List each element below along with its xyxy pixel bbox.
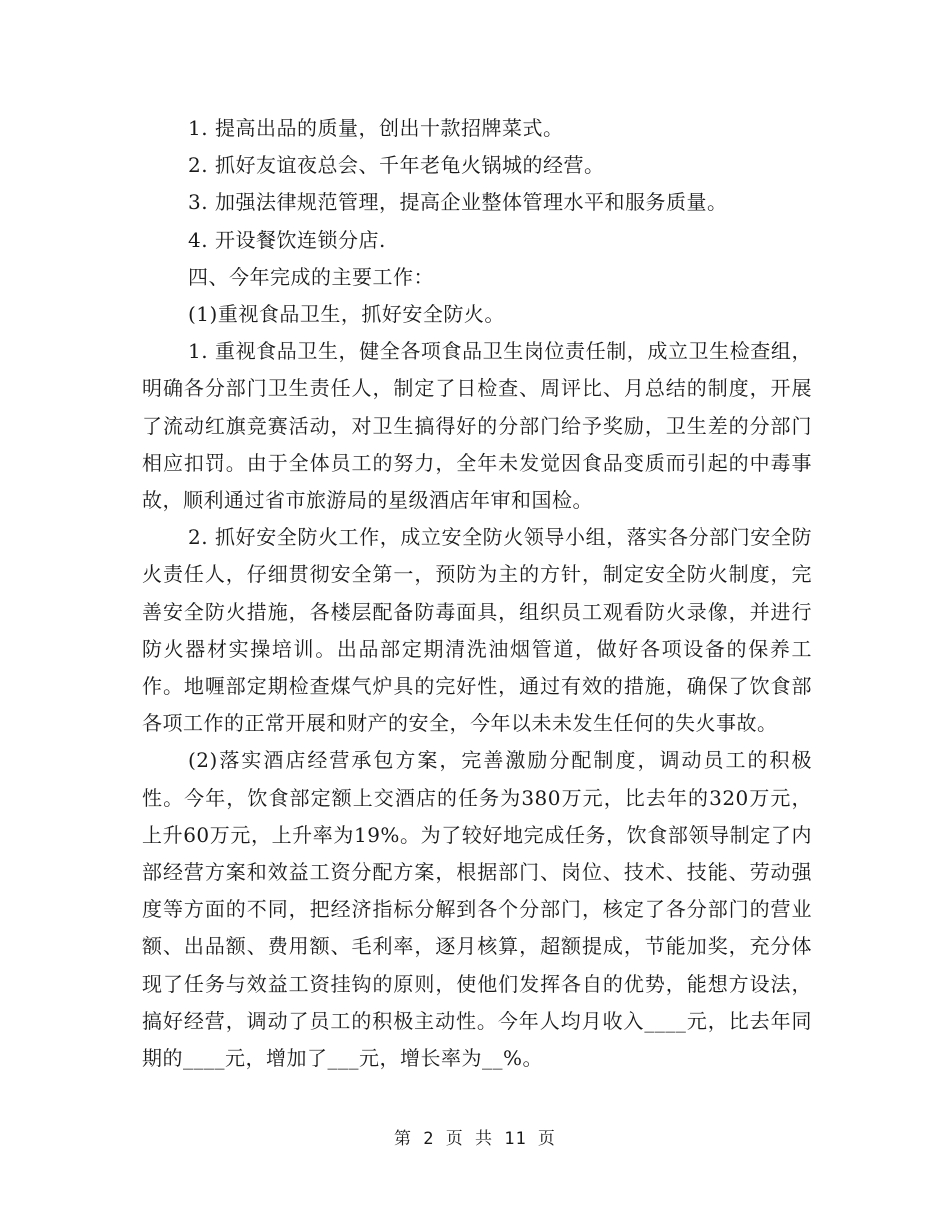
paragraph-goal-3: 3. 加强法律规范管理，提高企业整体管理水平和服务质量。 bbox=[188, 190, 728, 215]
paragraph-goal-1: 1. 提高出品的质量，创出十款招牌菜式。 bbox=[188, 116, 564, 140]
paragraph-fire-safety: 2. 抓好安全防火工作，成立安全防火领导小组，落实各分部门安全防火责任人，仔细贯彻安全第一，预防为主的方针，制定安全防火制度，完善安全防火措施，各楼层配备防毒面具，组织员工观看防火录像，并进行防火器材实操培训。出品部定期清洗油烟管道，做好各项设备的保养工作。地喱部定期检查煤气炉具的完好性，通过有效的措施，确保了饮食部各项工作的正常开展和财产的安全，今年以未未发生任何的失火事故。 bbox=[142, 525, 812, 736]
section-heading-4: 四、今年完成的主要工作： bbox=[188, 264, 434, 289]
subheading-1: (1)重视食品卫生，抓好安全防火。 bbox=[188, 302, 505, 327]
page-footer: 第 2 页 共 11 页 bbox=[394, 1129, 556, 1149]
document-body bbox=[142, 110, 812, 1077]
paragraph-hygiene: 1. 重视食品卫生，健全各项食品卫生岗位责任制，成立卫生检查组，明确各分部门卫生责任人，制定了日检查、周评比、月总结的制度，开展了流动红旗竞赛活动，对卫生搞得好的分部门给予奖励，卫生差的分部门相应扣罚。由于全体员工的努力，全年未发觉因食品变质而引起的中毒事故，顺利通过省市旅游局的星级酒店年审和国检。 bbox=[142, 339, 812, 513]
paragraph-goal-4: 4. 开设餐饮连锁分店. bbox=[188, 227, 386, 252]
paragraph-contract-plan: (2)落实酒店经营承包方案，完善激励分配制度，调动员工的积极性。今年，饮食部定额上交酒店的任务为380万元，比去年的320万元，上升60万元，上升率为19%。为了较好地完成任务，饮食部领导制定了内部经营方案和效益工资分配方案，根据部门、岗位、技术、技能、劳动强度等方面的不同，把经济指标分解到各个分部门，核定了各分部门的营业额、出品额、费用额、毛利率，逐月核算，超额提成，节能加奖，充分体现了任务与效益工资挂钩的原则，使他们发挥各自的优势，能想方设法，搞好经营，调动了员工的积极主动性。今年人均月收入____元，比去年同期的____元，增加了___元，增长率为__%。 bbox=[142, 748, 812, 1071]
paragraph-goal-2: 2. 抓好友谊夜总会、千年老龟火锅城的经营。 bbox=[188, 153, 605, 178]
